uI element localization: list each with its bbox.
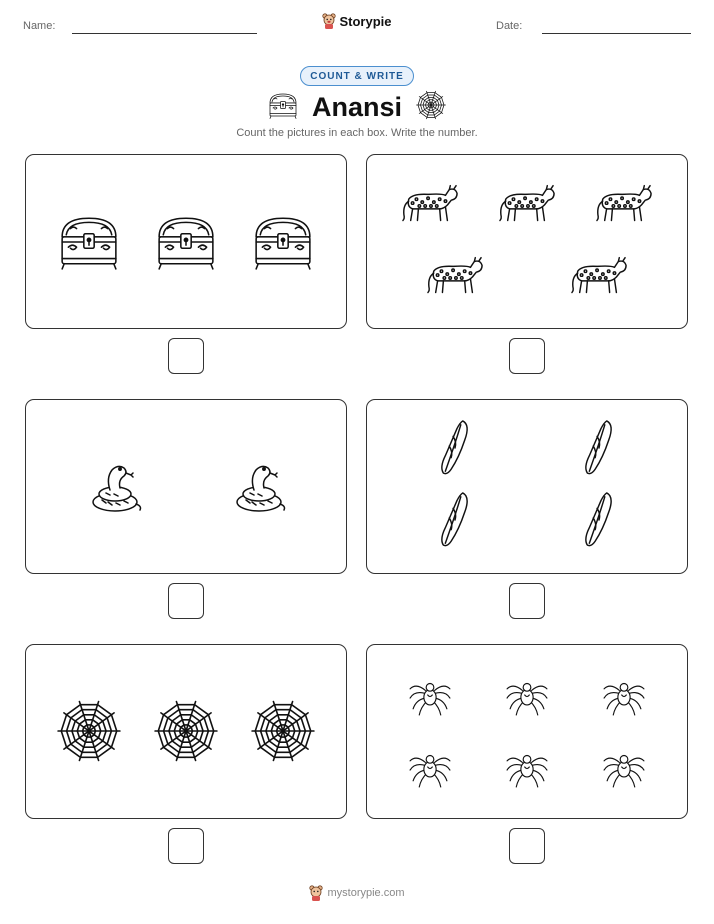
spider-icon — [507, 756, 547, 787]
snake-group — [26, 400, 346, 573]
picture-box-6 — [366, 644, 688, 819]
leopard-icon — [572, 258, 626, 293]
brand-logo — [0, 13, 714, 34]
picture-box-2 — [366, 154, 688, 329]
leopard-icon — [597, 186, 651, 221]
spider-icon — [604, 684, 644, 715]
feather-group — [367, 400, 687, 573]
leopard-icon — [403, 186, 457, 221]
treasure-chest-icon — [62, 218, 116, 269]
spider-group — [367, 645, 687, 818]
answer-box-6[interactable] — [509, 828, 545, 864]
date-label: Date: — [496, 20, 523, 32]
spider-icon — [507, 684, 547, 715]
name-label: Name: — [23, 20, 56, 32]
spider-web-icon — [155, 702, 217, 761]
leopard-icon — [428, 258, 482, 293]
activity-badge: COUNT & WRITE — [300, 66, 414, 86]
spider-icon — [410, 684, 450, 715]
spider-icon — [604, 756, 644, 787]
treasure-chest-icon — [268, 90, 298, 125]
footer-url: mystorypie.com — [327, 887, 405, 899]
picture-box-4 — [366, 399, 688, 574]
treasure-chest-icon — [256, 218, 310, 269]
feather-icon — [442, 421, 467, 474]
brand-name: Storypie — [339, 13, 392, 29]
answer-box-5[interactable] — [168, 828, 204, 864]
snake-icon — [93, 466, 141, 511]
feather-icon — [442, 493, 467, 546]
leopard-group — [367, 155, 687, 328]
leopard-icon — [500, 186, 554, 221]
bear-icon — [322, 13, 336, 29]
answer-box-4[interactable] — [509, 583, 545, 619]
date-line[interactable] — [542, 33, 691, 34]
bear-icon — [309, 885, 323, 901]
picture-box-1 — [25, 154, 347, 329]
answer-box-2[interactable] — [509, 338, 545, 374]
treasure-chest-icon — [159, 218, 213, 269]
worksheet-title: Anansi — [311, 92, 403, 122]
answer-box-1[interactable] — [168, 338, 204, 374]
snake-icon — [237, 466, 285, 511]
spider-web-icon — [252, 702, 314, 761]
picture-box-5 — [25, 644, 347, 819]
spider-web-icon — [58, 702, 120, 761]
feather-icon — [586, 421, 611, 474]
spider-web-group — [26, 645, 346, 818]
feather-icon — [586, 493, 611, 546]
footer — [0, 885, 714, 901]
treasure-chest-group — [26, 155, 346, 328]
spider-web-icon — [416, 90, 446, 125]
instructions-text: Count the pictures in each box. Write the number. — [236, 127, 478, 139]
picture-box-3 — [25, 399, 347, 574]
answer-box-3[interactable] — [168, 583, 204, 619]
spider-icon — [410, 756, 450, 787]
